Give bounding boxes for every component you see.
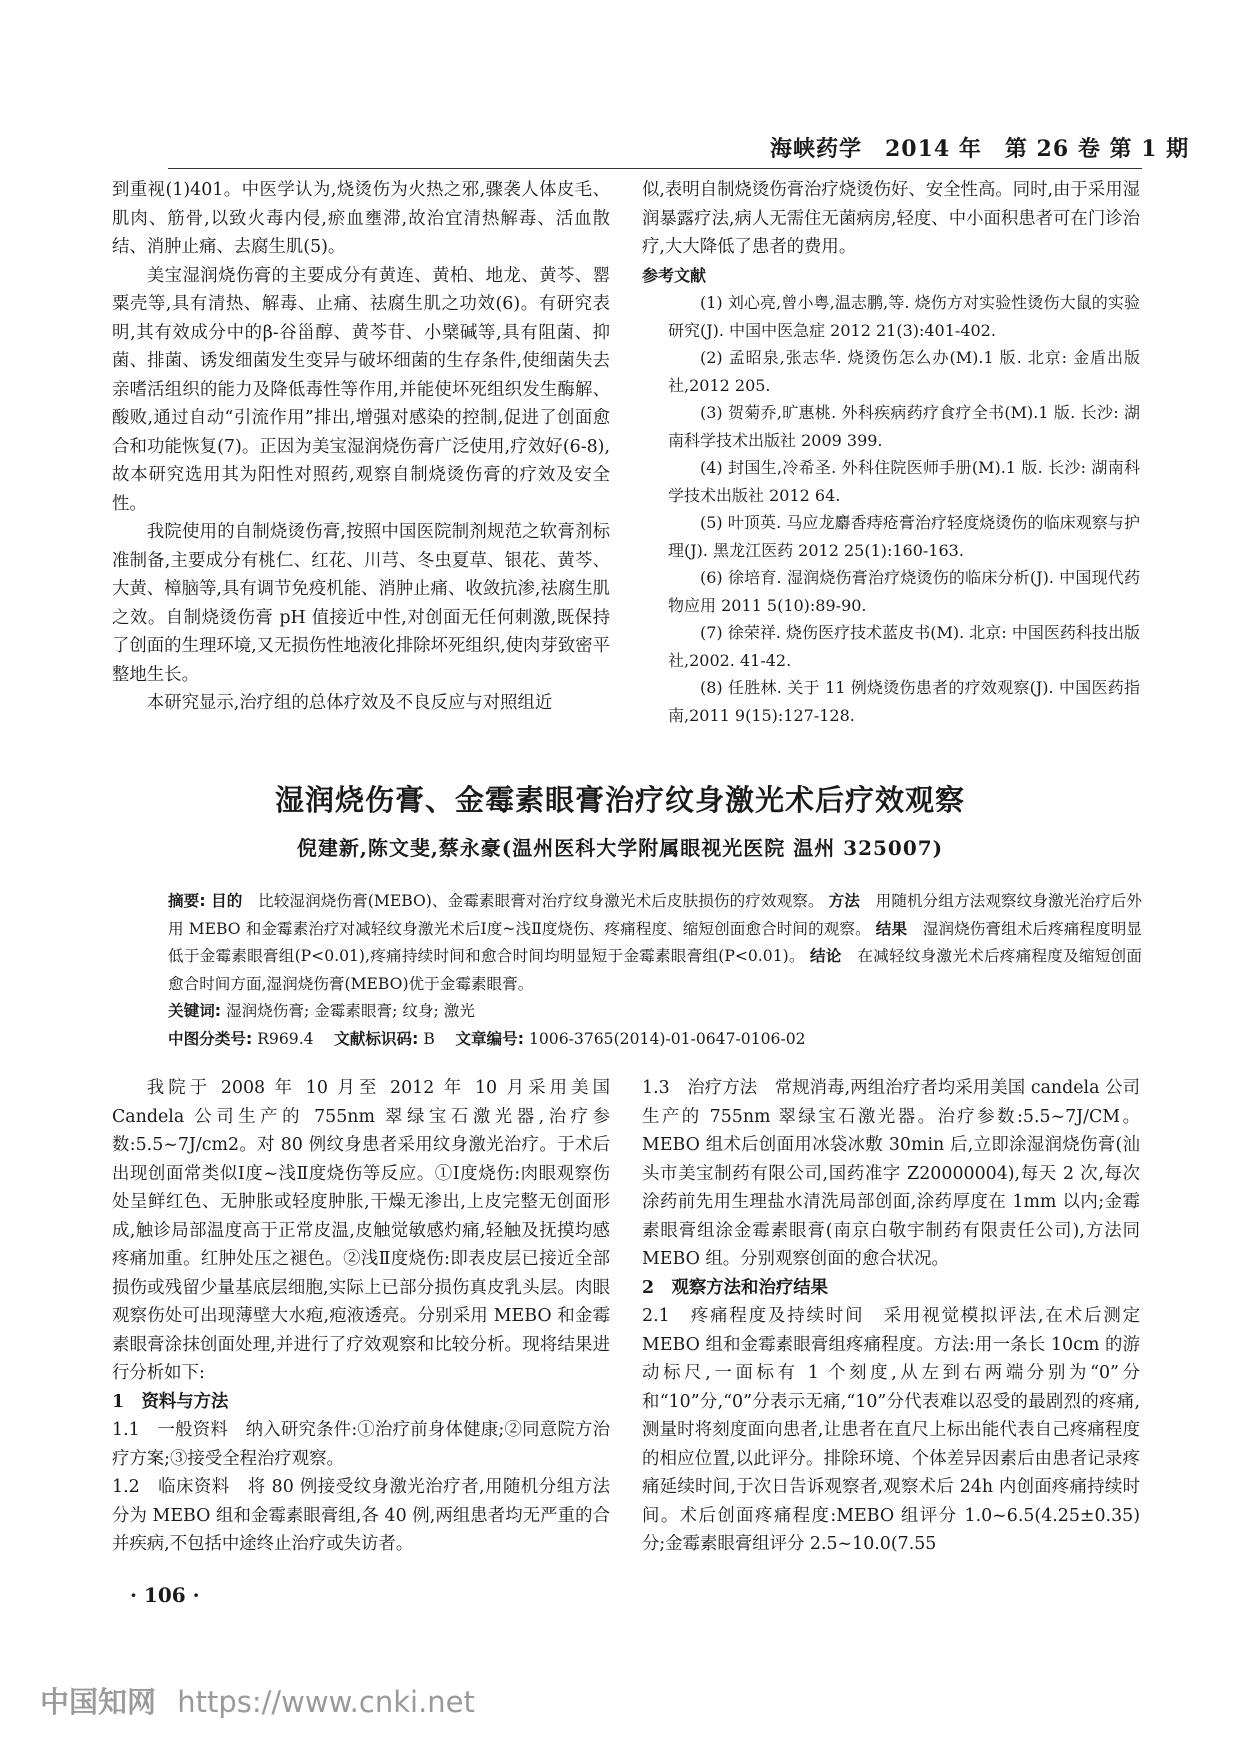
left-column-body	[112, 1074, 610, 1559]
classification-line	[168, 1026, 1142, 1054]
keywords-line	[168, 998, 1142, 1026]
cnki-watermark	[40, 1680, 475, 1721]
article-number: 1006-3765(2014)-01-0647-0106-02	[528, 1029, 806, 1048]
paragraph: 本研究显示,治疗组的总体疗效及不良反应与对照组近	[146, 693, 553, 713]
right-column-top	[642, 176, 1140, 729]
abstract-text	[168, 888, 1142, 998]
article-title: 湿润烧伤膏、金霉素眼膏治疗纹身激光术后疗效观察	[274, 783, 965, 817]
section-heading: 2 观察方法和治疗结果	[642, 1277, 829, 1298]
abstract-label-conclusion: 结论	[809, 947, 842, 965]
keywords: 湿润烧伤膏; 金霉素眼膏; 纹身; 激光	[226, 1002, 475, 1020]
keywords-label: 关键词:	[168, 1002, 222, 1020]
article-number-label: 文章编号:	[455, 1029, 524, 1048]
header-rule	[168, 168, 1142, 169]
classification-number: R969.4	[257, 1029, 314, 1048]
reference-item: (2) 孟昭泉,张志华. 烧烫伤怎么办(M).1 版. 北京: 金盾出版社,2012 205.	[668, 348, 1140, 395]
abstract-label-result: 结果	[875, 919, 908, 938]
cnki-logo: 中国知网	[40, 1685, 157, 1719]
left-column-top	[112, 176, 610, 718]
paragraph: 到重视(1)401。中医学认为,烧烫伤为火热之邪,骤袭人体皮毛、肌肉、筋骨,以致火毒内侵,瘀血壅滞,故治宜清热解毒、活血散结、消肿止痛、去腐生肌(5)。	[112, 180, 610, 257]
subsection-paragraph: 2.1 疼痛程度及持续时间 采用视觉模拟评法,在术后测定 MEBO 组和金霉素眼膏组疼痛程度。方法:用一条长 10cm 的游动标尺,一面标有 1 个刻度,从左到右两端分别为“0”分和“10”分,“0”分表示无痛,“10”分代表难以忍受的最剧烈的疼痛,测量时将刻度面向患者,让患者在直尺上标出能代表自己疼痛程度的相应位置,以此评分。排除环境、个体差异因素后由患者记录疼痛延续时间,于次日告诉观察者,观察术后 24h 内创面疼痛持续时间。术后创面疼痛程度:MEBO 组评分 1.0~6.5(4.25±0.35)分;金霉素眼膏组评分 2.5~10.0(7.55	[642, 1306, 1140, 1554]
reference-item: (1) 刘心亮,曾小粤,温志鹏,等. 烧伤方对实验性烫伤大鼠的实验研究(J). 中国中医急症 2012 21(3):401-402.	[668, 293, 1140, 340]
page-number: · 106 ·	[130, 1583, 200, 1607]
subsection-paragraph: 1.3 治疗方法 常规消毒,两组治疗者均采用美国 candela 公司生产的 755nm 翠绿宝石激光器。治疗参数:5.5~7J/CM。MEBO 组术后创面用冰袋冰敷 30min 后,立即涂湿润烧伤膏(汕头市美宝制药有限公司,国药准字 Z20000004),每天 2 次,每次涂药前先用生理盐水清洗局部创面,涂药厚度在 1mm 以内;金霉素眼膏组涂金霉素眼膏(南京白敬宇制药有限责任公司),方法同 MEBO 组。分别观察创面的愈合状况。	[642, 1078, 1140, 1269]
reference-item: (5) 叶顶英. 马应龙麝香痔疮膏治疗轻度烧烫伤的临床观察与护理(J). 黑龙江医药 2012 25(1):160-163.	[668, 513, 1140, 560]
document-code: B	[423, 1029, 435, 1048]
abstract-objective: 比较湿润烧伤膏(MEBO)、金霉素眼膏对治疗纹身激光术后皮肤损伤的疗效观察。	[258, 892, 824, 910]
subsection-paragraph: 1.2 临床资料 将 80 例接受纹身激光治疗者,用随机分组方法分为 MEBO 组和金霉素眼膏组,各 40 例,两组患者均无严重的合并疾病,不包括中途终止治疗或失访者。	[112, 1477, 610, 1554]
abstract-conclusion: 在减轻纹身激光术后疼痛程度及缩短创面愈合时间方面,湿润烧伤膏(MEBO)优于金霉素眼膏。	[168, 947, 1142, 993]
right-column-body	[642, 1074, 1140, 1559]
reference-item: (6) 徐培育. 湿润烧伤膏治疗烧烫伤的临床分析(J). 中国现代药物应用 2011 5(10):89-90.	[668, 568, 1140, 615]
paragraph: 我院于 2008 年 10 月至 2012 年 10 月采用美国 Candela 公司生产的 755nm 翠绿宝石激光器,治疗参数:5.5~7J/cm2。对 80 例纹身患者采用纹身激光治疗。于术后出现创面常类似Ⅰ度~浅Ⅱ度烧伤等反应。①Ⅰ度烧伤:肉眼观察伤处呈鲜红色、无肿胀或轻度肿胀,干燥无渗出,上皮完整无创面形成,触诊局部温度高于正常皮温,皮触觉敏感灼痛,轻触及抚摸均感疼痛加重。红肿处压之褪色。②浅Ⅱ度烧伤:即表皮层已接近全部损伤或残留少量基底层细胞,实际上已部分损伤真皮乳头层。肉眼观察伤处可出现薄壁大水疱,疱液透亮。分别采用 MEBO 和金霉素眼膏涂抹创面处理,并进行了疗效观察和比较分析。现将结果进行分析如下:	[112, 1078, 610, 1383]
reference-item: (4) 封国生,冷希圣. 外科住院医师手册(M).1 版. 长沙: 湖南科学技术出版社 2012 64.	[668, 458, 1140, 505]
abstract-block	[168, 888, 1142, 1053]
document-code-label: 文献标识码:	[334, 1029, 419, 1048]
reference-item: (8) 任胜林. 关于 11 例烧烫伤患者的疗效观察(J). 中国医药指南,2011 9(15):127-128.	[668, 678, 1140, 725]
references-heading: 参考文献	[642, 265, 707, 285]
references	[642, 262, 1140, 730]
cnki-url[interactable]: https://www.cnki.net	[177, 1685, 475, 1719]
classification-label: 中图分类号:	[168, 1029, 253, 1048]
abstract-label-method: 方法	[828, 892, 860, 910]
journal-header: 海峡药学 2014 年 第 26 卷 第 1 期	[770, 136, 1190, 162]
reference-item: (7) 徐荣祥. 烧伤医疗技术蓝皮书(M). 北京: 中国医药科技出版社,2002. 41-42.	[668, 623, 1140, 670]
article-authors: 倪建新,陈文斐,蔡永豪(温州医科大学附属眼视光医院 温州 325007)	[296, 836, 944, 860]
subsection-paragraph: 1.1 一般资料 纳入研究条件:①治疗前身体健康;②同意院方治疗方案;③接受全程治疗观察。	[112, 1420, 610, 1469]
abstract-method: 用随机分组方法观察纹身激光治疗后外用 MEBO 和金霉素治疗对减轻纹身激光术后Ⅰ度~浅Ⅱ度烧伤、疼痛程度、缩短创面愈合时间的观察。	[168, 892, 1142, 938]
abstract-result: 湿润烧伤膏组术后疼痛程度明显低于金霉素眼膏组(P<0.01),疼痛持续时间和愈合时间均明显短于金霉素眼膏组(P<0.01)。	[168, 919, 1142, 965]
paragraph: 我院使用的自制烧烫伤膏,按照中国医院制剂规范之软膏剂标准制备,主要成分有桃仁、红花、川芎、冬虫夏草、银花、黄芩、大黄、樟脑等,具有调节免疫机能、消肿止痛、收敛抗渗,祛腐生肌之效。自制烧烫伤膏 pH 值接近中性,对创面无任何刺激,既保持了创面的生理环境,又无损伤性地液化排除坏死组织,使肉芽致密平整地生长。	[112, 522, 610, 685]
paragraph: 似,表明自制烧烫伤膏治疗烧烫伤好、安全性高。同时,由于采用湿润暴露疗法,病人无需住无菌病房,轻度、中小面积患者可在门诊治疗,大大降低了患者的费用。	[642, 180, 1140, 257]
section-heading: 1 资料与方法	[112, 1391, 229, 1412]
abstract-label-objective: 摘要: 目的	[168, 892, 243, 910]
paragraph: 美宝湿润烧伤膏的主要成分有黄连、黄柏、地龙、黄芩、罂粟壳等,具有清热、解毒、止痛、祛腐生肌之功效(6)。有研究表明,其有效成分中的β-谷甾醇、黄芩苷、小檗碱等,具有阻菌、抑菌、排菌、诱发细菌发生变异与破坏细菌的生存条件,使细菌失去亲嗜活组织的能力及降低毒性等作用,并能使坏死组织发生酶解、酸败,通过自动“引流作用”排出,增强对感染的控制,促进了创面愈合和功能恢复(7)。正因为美宝湿润烧伤膏广泛使用,疗效好(6-8),故本研究选用其为阳性对照药,观察自制烧烫伤膏的疗效及安全性。	[112, 265, 610, 514]
reference-item: (3) 贺菊乔,旷惠桃. 外科疾病药疗食疗全书(M).1 版. 长沙: 湖南科学技术出版社 2009 399.	[668, 403, 1140, 450]
